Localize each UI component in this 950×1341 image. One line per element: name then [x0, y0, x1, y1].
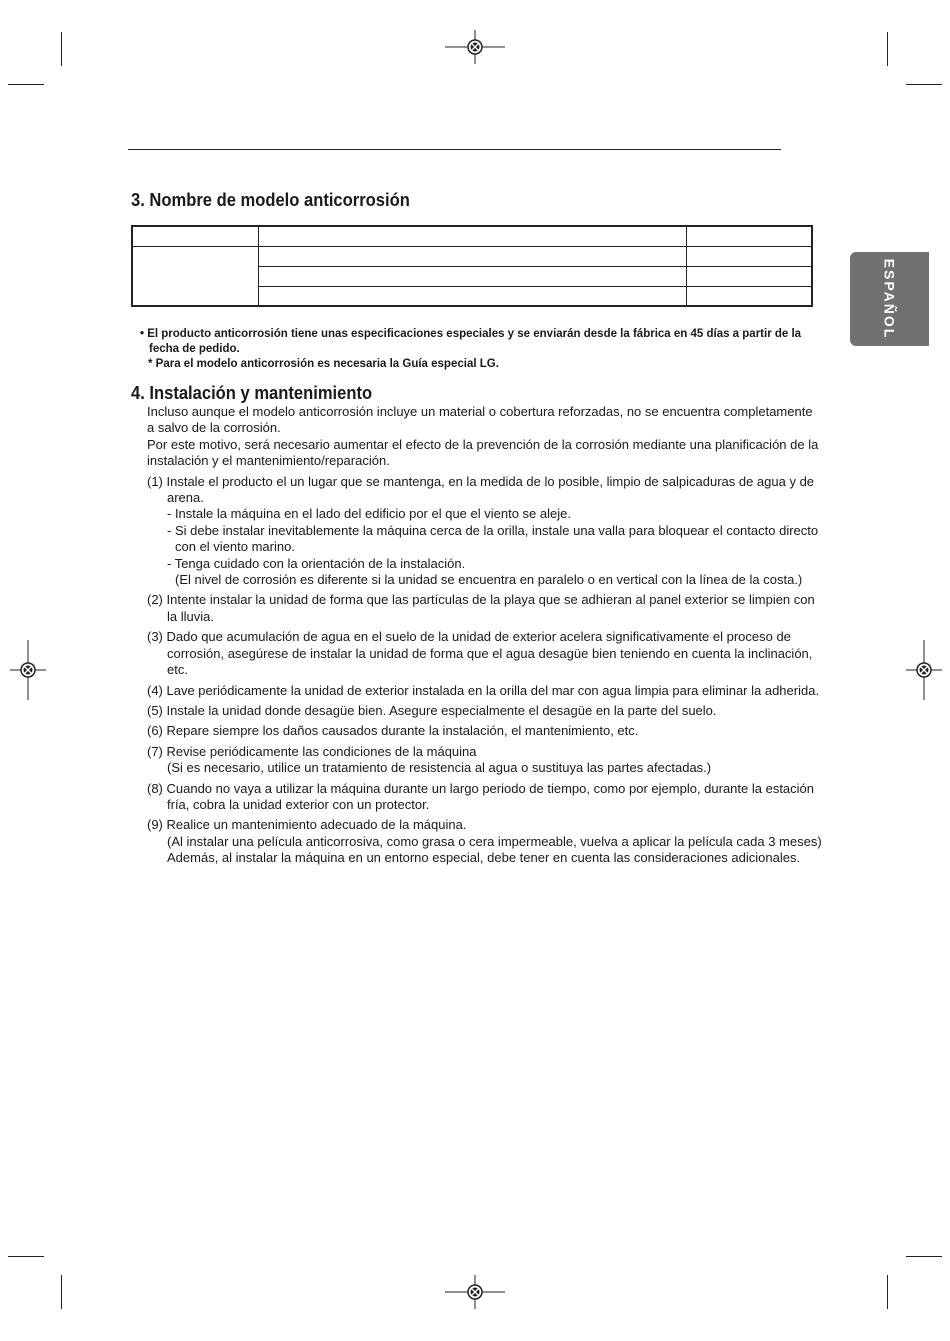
list-item: (3) Dado que acumulación de agua en el suelo de la unidad de exterior acelera significativamente el proceso de corrosión, asegúrese de instalar la unidad de forma que el agua desagüe bien teniendo en cuenta la inclinación, etc.: [147, 629, 813, 678]
list-item: (6) Repare siempre los daños causados durante la instalación, el mantenimiento, etc.: [147, 723, 639, 739]
table-cell: [259, 246, 687, 266]
section-3-notes: [140, 327, 820, 372]
table-cell: [686, 226, 812, 246]
note-shipping: • El producto anticorrosión tiene unas especificaciones especiales y se enviarán desde la fábrica en 45 días a partir de la fecha de pedido.: [140, 328, 802, 355]
intro-paragraph: Por este motivo, será necesario aumentar el efecto de la prevención de la corrosión mediante una planificación de la instalación y el mantenimiento/reparación.: [147, 436, 819, 469]
section-3-title: 3. Nombre de modelo anticorrosión: [131, 190, 410, 210]
section-4-title: 4. Instalación y mantenimiento: [131, 383, 373, 403]
table-cell: [132, 246, 259, 306]
list-item-note: (Si es necesario, utilice un tratamiento de resistencia al agua o sustituya las partes afectadas.): [167, 760, 712, 776]
sub-item: - Si debe instalar inevitablemente la máquina cerca de la orilla, instale una valla para bloquear el contacto directo con el viento marino.: [167, 522, 819, 555]
note-guide: * Para el modelo anticorrosión es necesaria la Guía especial LG.: [148, 358, 499, 370]
list-item: (8) Cuando no vaya a utilizar la máquina durante un largo periodo de tiempo, como por ejemplo, durante la estación fría, cobra la unidad exterior con un protector.: [147, 780, 815, 812]
crop-mark: [8, 1256, 44, 1257]
crop-mark: [906, 1256, 942, 1257]
registration-mark-icon: [906, 640, 942, 700]
crop-mark: [8, 84, 44, 85]
list-item: (9) Realice un mantenimiento adecuado de la máquina.: [147, 817, 467, 833]
list-item: (2) Intente instalar la unidad de forma que las partículas de la playa que se adhieran al panel exterior se limpien con la lluvia.: [147, 592, 815, 624]
table-cell: [132, 226, 259, 246]
sub-item: - Instale la máquina en el lado del edificio por el que el viento se aleje.: [167, 506, 571, 522]
registration-mark-icon: [445, 30, 505, 64]
language-tab: [850, 252, 929, 346]
section-4-body: [147, 404, 823, 867]
sub-item: - Tenga cuidado con la orientación de la instalación.: [167, 555, 466, 571]
crop-mark: [887, 32, 888, 66]
list-item: (5) Instale la unidad donde desagüe bien. Asegure especialmente el desagüe en la parte del suelo.: [147, 702, 717, 718]
registration-mark-icon: [10, 640, 46, 700]
list-item: (4) Lave periódicamente la unidad de exterior instalada en la orilla del mar con agua limpia para eliminar la adherida.: [147, 682, 820, 698]
crop-mark: [61, 1275, 62, 1309]
list-item: (1) Instale el producto el un lugar que se mantenga, en la medida de lo posible, limpio de salpicaduras de agua y de arena.: [147, 473, 815, 506]
table-cell: [259, 226, 687, 246]
crop-mark: [61, 32, 62, 66]
list-item: (7) Revise periódicamente las condiciones de la máquina: [147, 743, 477, 759]
registration-mark-icon: [445, 1275, 505, 1309]
crop-mark: [887, 1275, 888, 1309]
model-table: [131, 225, 813, 307]
table-cell: [259, 286, 687, 306]
table-cell: [259, 266, 687, 286]
table-cell: [686, 246, 812, 266]
table-cell: [686, 286, 812, 306]
language-tab-label: ESPAÑOL: [881, 258, 898, 340]
sub-item-note: (El nivel de corrosión es diferente si la unidad se encuentra en paralelo o en vertical con la línea de la costa.): [175, 572, 803, 588]
crop-mark: [906, 84, 942, 85]
list-item-note: (Al instalar una película anticorrosiva, como grasa o cera impermeable, vuelva a aplicar la película cada 3 meses) Además, al instalar la máquina en un entorno especial, debe tener en cuenta las consideraciones adicionales.: [167, 833, 822, 866]
table-cell: [686, 266, 812, 286]
header-rule: [128, 149, 781, 150]
intro-paragraph: Incluso aunque el modelo anticorrosión incluye un material o cobertura reforzadas, no se encuentra completamente a salvo de la corrosión.: [147, 404, 813, 436]
